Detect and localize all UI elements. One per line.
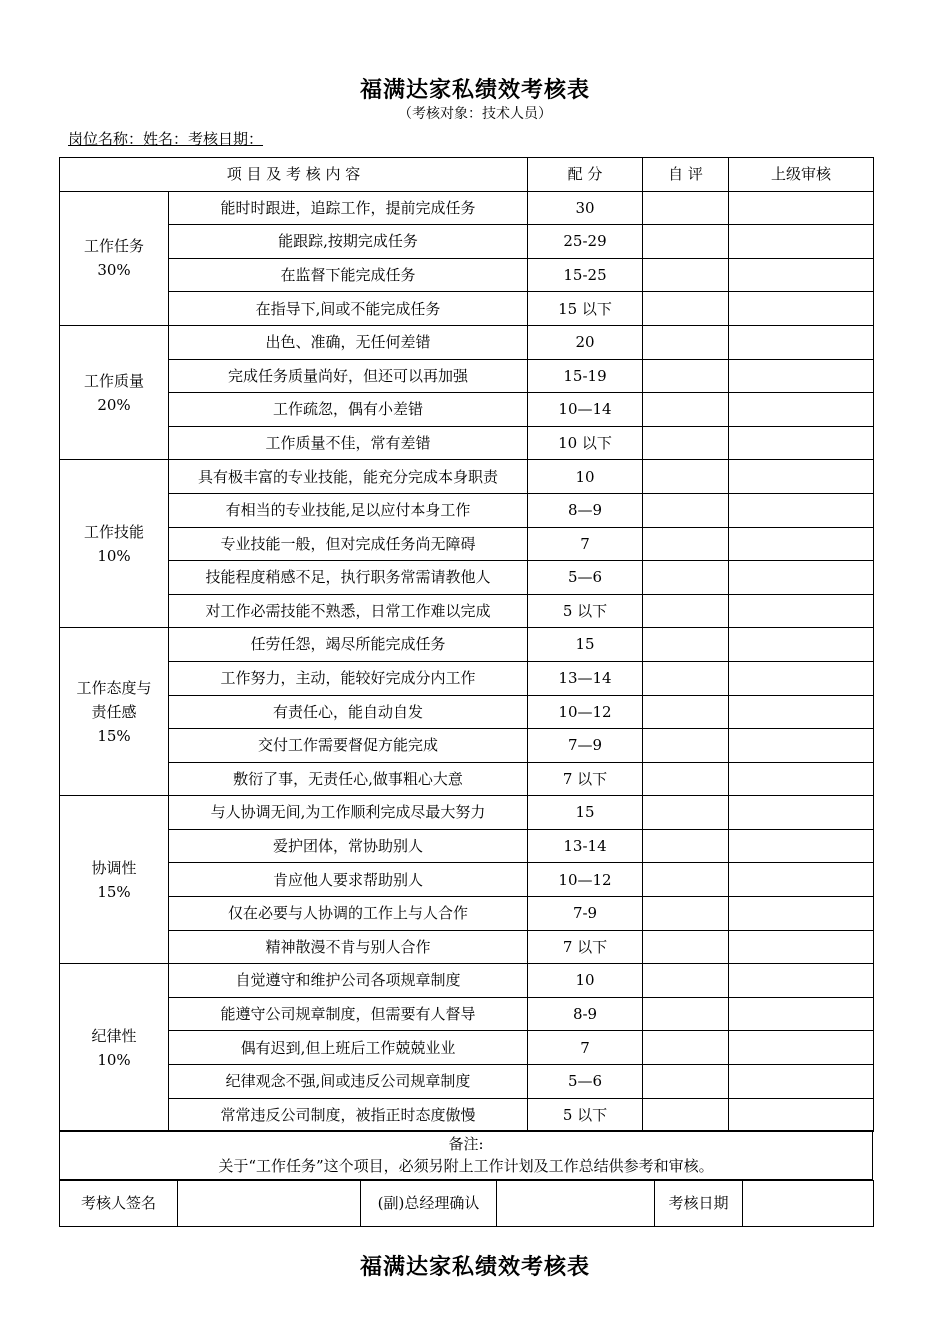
assessment-table: [59, 157, 874, 1132]
category-cell: [60, 628, 169, 796]
score-range: 15: [528, 796, 643, 830]
score-range: 8-9: [528, 997, 643, 1031]
superior-review-field[interactable]: [729, 258, 874, 292]
category-name: 协调性: [91, 858, 137, 877]
self-evaluation-field[interactable]: [643, 1031, 729, 1065]
category-weight: 20%: [97, 395, 131, 414]
table-row: [60, 863, 874, 897]
score-range: 15: [528, 628, 643, 662]
score-range: 7: [528, 1031, 643, 1065]
superior-review-field[interactable]: [729, 628, 874, 662]
table-row: [60, 325, 874, 359]
superior-review-field[interactable]: [729, 325, 874, 359]
score-range: 13—14: [528, 661, 643, 695]
category-cell: [60, 191, 169, 325]
note-cell: [60, 1131, 873, 1180]
superior-review-field[interactable]: [729, 762, 874, 796]
criteria-text: 工作努力，主动，能较好完成分内工作: [169, 661, 528, 695]
criteria-text: 任劳任怨，竭尽所能完成任务: [169, 628, 528, 662]
self-evaluation-field[interactable]: [643, 594, 729, 628]
superior-review-field[interactable]: [729, 997, 874, 1031]
criteria-text: 技能程度稍感不足，执行职务常需请教他人: [169, 561, 528, 595]
criteria-text: 能时时跟进，追踪工作，提前完成任务: [169, 191, 528, 225]
category-weight: 15%: [97, 882, 131, 901]
table-row: [60, 796, 874, 830]
category-weight: 30%: [97, 261, 131, 280]
criteria-text: 在监督下能完成任务: [169, 258, 528, 292]
criteria-text: 能跟踪,按期完成任务: [169, 225, 528, 259]
superior-review-field[interactable]: [729, 1065, 874, 1099]
score-range: 5—6: [528, 1065, 643, 1099]
criteria-text: 完成任务质量尚好，但还可以再加强: [169, 359, 528, 393]
superior-review-field[interactable]: [729, 829, 874, 863]
superior-review-field[interactable]: [729, 561, 874, 595]
score-range: 7-9: [528, 897, 643, 931]
category-name: 工作任务: [83, 237, 144, 256]
criteria-text: 爱护团体，常协助别人: [169, 829, 528, 863]
superior-review-field[interactable]: [729, 527, 874, 561]
criteria-text: 与人协调无间,为工作顺利完成尽最大努力: [169, 796, 528, 830]
note-label: 备注:: [448, 1134, 484, 1153]
score-range: 15 以下: [528, 292, 643, 326]
score-range: 15-19: [528, 359, 643, 393]
table-row: [60, 527, 874, 561]
self-evaluation-field[interactable]: [643, 762, 729, 796]
criteria-text: 出色、准确，无任何差错: [169, 325, 528, 359]
score-range: 10 以下: [528, 426, 643, 460]
score-range: 25-29: [528, 225, 643, 259]
score-range: 7—9: [528, 729, 643, 763]
score-range: 10—12: [528, 695, 643, 729]
table-row: [60, 191, 874, 225]
superior-review-field[interactable]: [729, 460, 874, 494]
score-range: 10: [528, 964, 643, 998]
category-weight: 10%: [97, 1050, 131, 1069]
table-row: [60, 829, 874, 863]
assessment-table-body: [60, 158, 874, 1132]
superior-review-field[interactable]: [729, 393, 874, 427]
self-evaluation-field[interactable]: [643, 561, 729, 595]
table-row: [60, 359, 874, 393]
criteria-text: 自觉遵守和维护公司各项规章制度: [169, 964, 528, 998]
table-row: [60, 393, 874, 427]
criteria-text: 能遵守公司规章制度，但需要有人督导: [169, 997, 528, 1031]
superior-review-field[interactable]: [729, 426, 874, 460]
superior-review-field[interactable]: [729, 292, 874, 326]
criteria-text: 仅在必要与人协调的工作上与人合作: [169, 897, 528, 931]
table-row: [60, 762, 874, 796]
score-range: 10—14: [528, 393, 643, 427]
header-item: 项 目 及 考 核 内 容: [60, 158, 528, 192]
criteria-text: 有责任心，能自动自发: [169, 695, 528, 729]
table-row: [60, 1098, 874, 1132]
table-row: [60, 1031, 874, 1065]
table-row: [60, 460, 874, 494]
self-evaluation-field[interactable]: [643, 695, 729, 729]
superior-review-field[interactable]: [729, 594, 874, 628]
date-field[interactable]: [743, 1181, 874, 1227]
superior-review-field[interactable]: [729, 796, 874, 830]
self-evaluation-field[interactable]: [643, 897, 729, 931]
table-row: [60, 561, 874, 595]
superior-review-field[interactable]: [729, 1031, 874, 1065]
self-evaluation-field[interactable]: [643, 460, 729, 494]
table-row: [60, 258, 874, 292]
superior-review-field[interactable]: [729, 191, 874, 225]
table-row: [60, 493, 874, 527]
table-row: [60, 897, 874, 931]
superior-review-field[interactable]: [729, 359, 874, 393]
table-row: [60, 1065, 874, 1099]
table-header-row: [60, 158, 874, 192]
self-evaluation-field[interactable]: [643, 628, 729, 662]
score-range: 5 以下: [528, 594, 643, 628]
manager-confirm-field[interactable]: [497, 1181, 655, 1227]
self-evaluation-field[interactable]: [643, 964, 729, 998]
category-cell: [60, 796, 169, 964]
table-row: [60, 594, 874, 628]
score-range: 7 以下: [528, 930, 643, 964]
table-row: [60, 729, 874, 763]
superior-review-field[interactable]: [729, 225, 874, 259]
table-row: [60, 997, 874, 1031]
table-row: [60, 628, 874, 662]
category-name: 纪律性: [91, 1026, 137, 1045]
criteria-text: 对工作必需技能不熟悉，日常工作难以完成: [169, 594, 528, 628]
category-cell: [60, 325, 169, 459]
assessor-signature-field[interactable]: [178, 1181, 361, 1227]
table-row: [60, 225, 874, 259]
footer-title: 福满达家私绩效考核表: [359, 1254, 590, 1280]
criteria-text: 工作质量不佳，常有差错: [169, 426, 528, 460]
note-table: [59, 1130, 873, 1180]
self-evaluation-field[interactable]: [643, 426, 729, 460]
self-evaluation-field[interactable]: [643, 863, 729, 897]
self-evaluation-field[interactable]: [643, 527, 729, 561]
criteria-text: 常常违反公司制度，被指正时态度傲慢: [169, 1098, 528, 1132]
criteria-text: 纪律观念不强,间或违反公司规章制度: [169, 1065, 528, 1099]
table-row: [60, 930, 874, 964]
date-label: 考核日期: [655, 1181, 743, 1227]
score-range: 7 以下: [528, 762, 643, 796]
self-evaluation-field[interactable]: [643, 729, 729, 763]
score-range: 20: [528, 325, 643, 359]
superior-review-field[interactable]: [729, 897, 874, 931]
self-evaluation-field[interactable]: [643, 997, 729, 1031]
self-evaluation-field[interactable]: [643, 225, 729, 259]
header-score: 配 分: [528, 158, 643, 192]
category-weight: 15%: [97, 726, 131, 745]
score-range: 13-14: [528, 829, 643, 863]
criteria-text: 具有极丰富的专业技能，能充分完成本身职责: [169, 460, 528, 494]
table-row: [60, 426, 874, 460]
score-range: 7: [528, 527, 643, 561]
table-row: [60, 695, 874, 729]
superior-review-field[interactable]: [729, 695, 874, 729]
self-evaluation-field[interactable]: [643, 661, 729, 695]
score-range: 5 以下: [528, 1098, 643, 1132]
criteria-text: 在指导下,间或不能完成任务: [169, 292, 528, 326]
criteria-text: 精神散漫不肯与别人合作: [169, 930, 528, 964]
self-evaluation-field[interactable]: [643, 796, 729, 830]
self-evaluation-field[interactable]: [643, 292, 729, 326]
superior-review-field[interactable]: [729, 863, 874, 897]
note-row: [60, 1131, 873, 1180]
score-range: 10—12: [528, 863, 643, 897]
self-evaluation-field[interactable]: [643, 359, 729, 393]
superior-review-field[interactable]: [729, 661, 874, 695]
criteria-text: 交付工作需要督促方能完成: [169, 729, 528, 763]
category-name: 责任感: [91, 702, 137, 721]
signature-table: [59, 1180, 874, 1227]
criteria-text: 肯应他人要求帮助别人: [169, 863, 528, 897]
assessor-label: 考核人签名: [60, 1181, 178, 1227]
score-range: 5—6: [528, 561, 643, 595]
self-evaluation-field[interactable]: [643, 493, 729, 527]
self-evaluation-field[interactable]: [643, 1065, 729, 1099]
page-title: 福满达家私绩效考核表: [359, 77, 590, 103]
superior-review-field[interactable]: [729, 930, 874, 964]
score-range: 10: [528, 460, 643, 494]
self-evaluation-field[interactable]: [643, 829, 729, 863]
category-name: 工作质量: [83, 371, 144, 390]
category-cell: [60, 964, 169, 1132]
superior-review-field[interactable]: [729, 964, 874, 998]
criteria-text: 偶有迟到,但上班后工作兢兢业业: [169, 1031, 528, 1065]
category-name: 工作技能: [83, 522, 144, 541]
category-name: 工作态度与: [76, 678, 152, 697]
meta-line: 岗位名称：姓名：考核日期：: [68, 130, 264, 148]
manager-label: (副)总经理确认: [361, 1181, 497, 1227]
score-range: 30: [528, 191, 643, 225]
note-text: 关于“工作任务”这个项目，必须另附上工作计划及工作总结供参考和审核。: [218, 1157, 714, 1175]
signature-row: [60, 1181, 874, 1227]
criteria-text: 工作疏忽，偶有小差错: [169, 393, 528, 427]
self-evaluation-field[interactable]: [643, 930, 729, 964]
criteria-text: 敷衍了事，无责任心,做事粗心大意: [169, 762, 528, 796]
criteria-text: 专业技能一般，但对完成任务尚无障碍: [169, 527, 528, 561]
header-superior: 上级审核: [729, 158, 874, 192]
self-evaluation-field[interactable]: [643, 258, 729, 292]
category-weight: 10%: [97, 546, 131, 565]
table-row: [60, 292, 874, 326]
table-row: [60, 964, 874, 998]
superior-review-field[interactable]: [729, 1098, 874, 1132]
page-subtitle: （考核对象：技术人员）: [398, 106, 552, 122]
superior-review-field[interactable]: [729, 729, 874, 763]
criteria-text: 有相当的专业技能,足以应付本身工作: [169, 493, 528, 527]
category-cell: [60, 460, 169, 628]
self-evaluation-field[interactable]: [643, 191, 729, 225]
score-range: 15-25: [528, 258, 643, 292]
self-evaluation-field[interactable]: [643, 393, 729, 427]
self-evaluation-field[interactable]: [643, 325, 729, 359]
self-evaluation-field[interactable]: [643, 1098, 729, 1132]
table-row: [60, 661, 874, 695]
superior-review-field[interactable]: [729, 493, 874, 527]
score-range: 8—9: [528, 493, 643, 527]
header-self: 自 评: [643, 158, 729, 192]
